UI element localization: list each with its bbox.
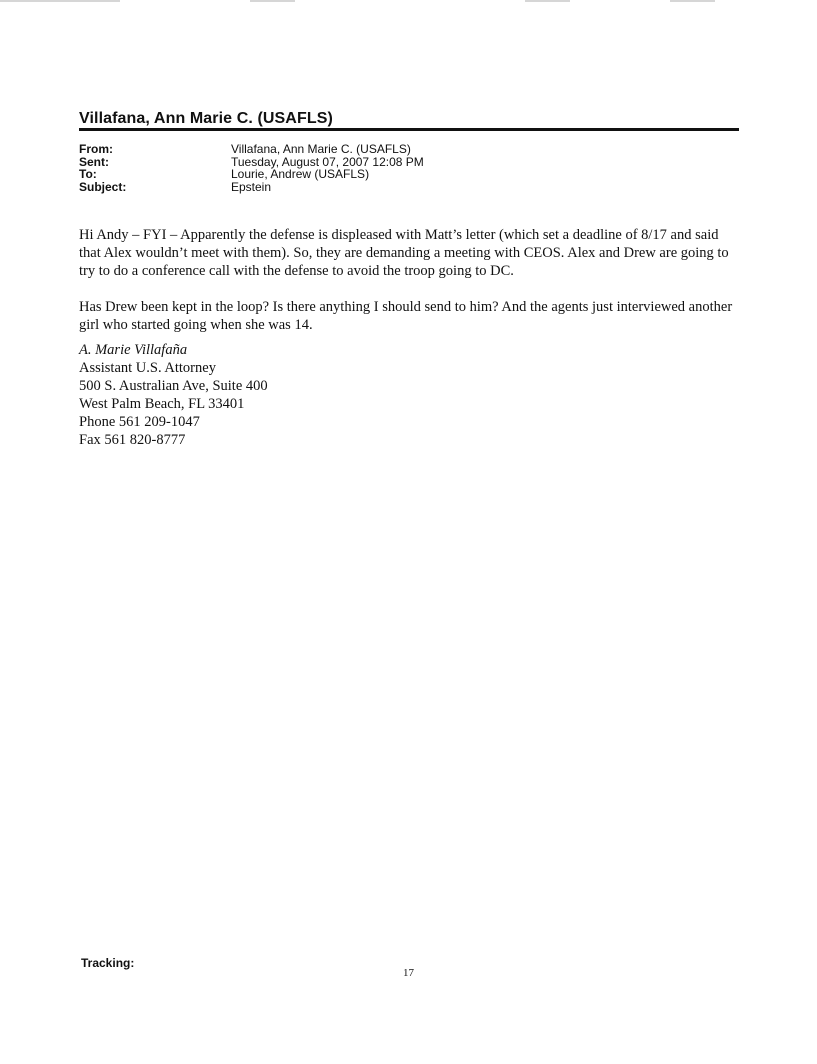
from-label: From:	[79, 142, 113, 156]
scan-edge-mark	[0, 0, 120, 2]
scan-edge-mark	[525, 0, 570, 2]
to-value: Lourie, Andrew (USAFLS)	[231, 167, 370, 181]
body-paragraph-2: Has Drew been kept in the loop? Is there anything I should send to him? And the agents just interviewed another girl who started going when she was 14.	[79, 299, 733, 333]
scan-edge-mark	[250, 0, 295, 2]
signature-fax: Fax 561 820-8777	[79, 432, 186, 448]
sent-value: Tuesday, August 07, 2007 12:08 PM	[231, 154, 424, 169]
signature-address-line-2: West Palm Beach, FL 33401	[79, 396, 245, 412]
signature-name: A. Marie Villafaña	[79, 342, 188, 358]
to-label: To:	[79, 167, 97, 181]
email-signature	[79, 341, 268, 449]
meta-row-subject	[79, 181, 424, 194]
scan-edge-mark	[670, 0, 715, 2]
email-header-name: Villafana, Ann Marie C. (USAFLS)	[79, 110, 333, 127]
sent-label: Sent:	[79, 154, 109, 169]
meta-row-to	[79, 168, 424, 181]
subject-label: Subject:	[79, 179, 127, 194]
signature-title: Assistant U.S. Attorney	[79, 360, 216, 376]
body-paragraph-1: Hi Andy – FYI – Apparently the defense is displeased with Matt’s letter (which set a deadline of 8/17 and said that Alex wouldn’t meet with them). So, they are demanding a meeting with CEOS. Alex and Drew are going to try to do a conference call with the defense to avoid the troop going to DC.	[79, 227, 729, 279]
from-value: Villafana, Ann Marie C. (USAFLS)	[231, 142, 411, 156]
tracking-label: Tracking:	[81, 956, 135, 970]
meta-row-from	[79, 143, 424, 156]
signature-phone: Phone 561 209-1047	[79, 414, 200, 430]
email-metadata	[79, 143, 424, 193]
email-body	[79, 226, 739, 352]
header-divider	[79, 128, 739, 131]
page-number: 17	[403, 967, 414, 979]
subject-value: Epstein	[231, 179, 272, 194]
signature-address-line-1: 500 S. Australian Ave, Suite 400	[79, 378, 268, 394]
